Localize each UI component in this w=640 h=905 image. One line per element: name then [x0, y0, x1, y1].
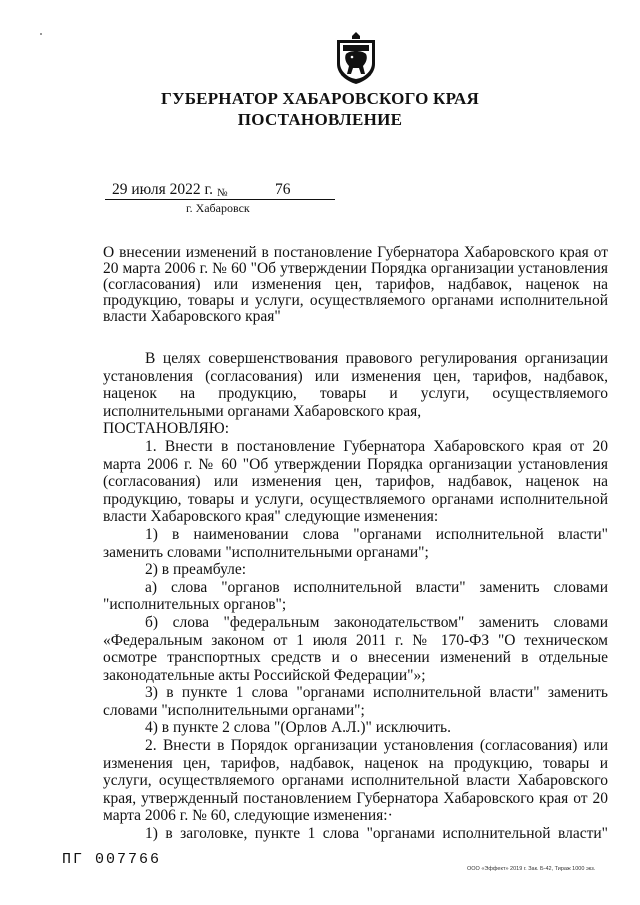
serial-stamp: ПГ 007766 [62, 851, 162, 868]
clause-2: 2. Внести в Порядок организации установления (согласования) или изменения цен, тарифов, надбавок, наценок на продукцию, товары и услуги, осуществляемого органами исполнительной власти Хабаровского края, утвержденный постановлением Губернатора Хабаровского края от 20 марта 2006 г. № 60, следующие изменения:· [103, 737, 608, 825]
clause-1-2a: а) слова "органов исполнительной власти" заменить словами "исполнительных органов"; [103, 578, 608, 614]
clause-1-4: 4) в пункте 2 слова "(Орлов А.Л.)" исключить. [145, 719, 451, 737]
document-type: ПОСТАНОВЛЕНИЕ [237, 110, 403, 129]
resolves-heading: ПОСТАНОВЛЯЮ: [103, 420, 230, 438]
document-date: 29 июля 2022 г. [112, 181, 213, 198]
date-underline [105, 199, 335, 200]
scan-speck [40, 33, 42, 35]
issuer-title: ГУБЕРНАТОР ХАБАРОВСКОГО КРАЯ [161, 89, 479, 108]
document-body [103, 350, 608, 843]
document-subject: О внесении изменений в постановление Губернатора Хабаровского края от 20 марта 2006 г. № 60 "Об утверждении Порядка организации установления (согласования) или изменения цен, тарифов, надбавок, наценок на продукцию, товары и услуги, осуществляемого органами исполнительной власти Хабаровского края" [103, 244, 608, 325]
clause-1-2: 2) в преамбуле: [145, 561, 247, 579]
clause-1: 1. Внести в постановление Губернатора Хабаровского края от 20 марта 2006 г. № 60 "Об утверждении Порядка организации установления (согласования) или изменения цен, тарифов, надбавок, наценок на продукцию, товары и услуги, осуществляемого органами исполнительной власти Хабаровского края" следующие изменения: [103, 437, 608, 526]
coat-of-arms-emblem [331, 30, 381, 86]
clause-1-2b: б) слова "федеральным законодательством" заменить словами «Федеральным законом от 1 июля 2011 г. № 170-ФЗ "О техническом осмотре транспортных средств и о внесении изменений в отдельные законодательные акты Российской Федерации"»; [103, 613, 608, 684]
printer-imprint: ООО «Эффект» 2019 г. Зак. Б-42, Тираж 1000 экз. [467, 866, 596, 872]
preamble-paragraph: В целях совершенствования правового регулирования организации установления (согласования) или изменения цен, тарифов, надбавок, наценок на продукцию, товары и услуги, осуществляемого исполнительными органами Хабаровского края, [103, 350, 608, 420]
date-number-line [105, 181, 335, 201]
document-number: 76 [275, 181, 291, 198]
clause-2-1: 1) в заголовке, пункте 1 слова "органами исполнительной власти" [145, 825, 608, 843]
issue-city: г. Хабаровск [186, 201, 250, 215]
clause-1-3: 3) в пункте 1 слова "органами исполнительной власти" заменить словами "исполнительными органами"; [103, 684, 608, 719]
clause-1-1: 1) в наименовании слова "органами исполнительной власти" заменить словами "исполнительными органами"; [103, 525, 608, 561]
number-sign: № [217, 187, 228, 199]
